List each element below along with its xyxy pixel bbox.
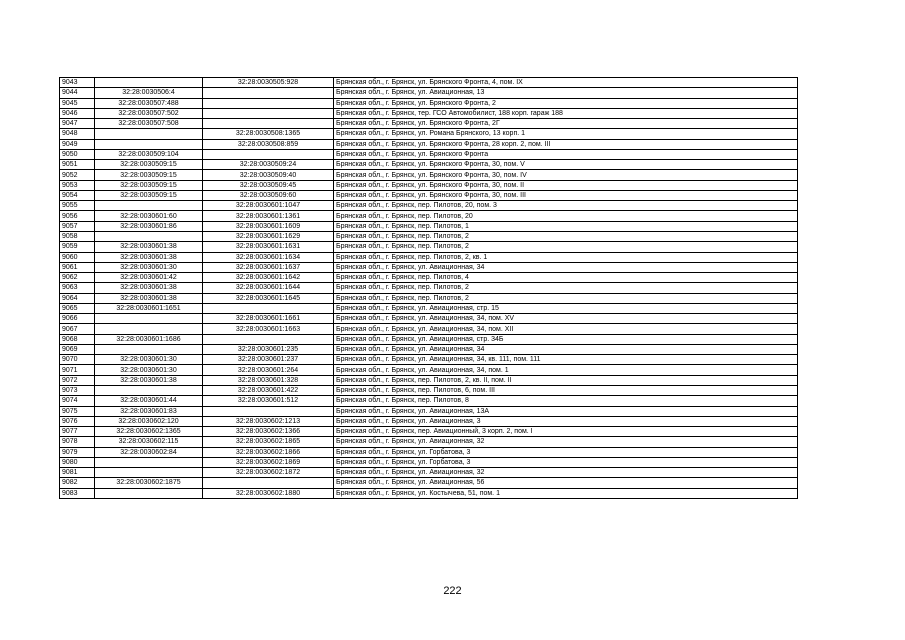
table-body xyxy=(60,78,798,499)
table-row xyxy=(60,170,798,180)
address-cell: Брянская обл., г. Брянск, ул. Авиационная, 34, пом. XII xyxy=(334,324,798,334)
address-cell: Брянская обл., г. Брянск, ул. Авиационная, 34, кв. 111, пом. 111 xyxy=(334,355,798,365)
cadastral-number-cell xyxy=(95,139,203,149)
row-number-cell: 9060 xyxy=(60,252,95,262)
address-cell: Брянская обл., г. Брянск, ул. Брянского Фронта, 30, пом. V xyxy=(334,160,798,170)
object-cadastral-number-cell: 32:28:0030601:1609 xyxy=(203,221,334,231)
cadastral-number-cell: 32:28:0030507:508 xyxy=(95,119,203,129)
row-number-cell: 9057 xyxy=(60,221,95,231)
cadastral-number-cell xyxy=(95,231,203,241)
cadastral-number-cell xyxy=(95,344,203,354)
table-row xyxy=(60,457,798,467)
cadastral-number-cell: 32:28:0030602:115 xyxy=(95,437,203,447)
object-cadastral-number-cell: 32:28:0030601:1661 xyxy=(203,314,334,324)
address-cell: Брянская обл., г. Брянск, пер. Пилотов, 2 xyxy=(334,231,798,241)
address-cell: Брянская обл., г. Брянск, ул. Авиационная, 32 xyxy=(334,437,798,447)
row-number-cell: 9046 xyxy=(60,108,95,118)
address-cell: Брянская обл., г. Брянск, пер. Пилотов, 2, кв. 1 xyxy=(334,252,798,262)
object-cadastral-number-cell xyxy=(203,406,334,416)
cadastral-number-cell: 32:28:0030509:104 xyxy=(95,149,203,159)
table-row xyxy=(60,201,798,211)
cadastral-number-cell xyxy=(95,78,203,88)
object-cadastral-number-cell xyxy=(203,108,334,118)
table-row xyxy=(60,447,798,457)
address-cell: Брянская обл., г. Брянск, ул. Авиационная, стр. 15 xyxy=(334,303,798,313)
address-cell: Брянская обл., г. Брянск, ул. Авиационная, 13А xyxy=(334,406,798,416)
object-cadastral-number-cell: 32:28:0030601:1642 xyxy=(203,273,334,283)
address-cell: Брянская обл., г. Брянск, пер. Пилотов, 2, кв. II, пом. II xyxy=(334,375,798,385)
cadastral-number-cell: 32:28:0030601:38 xyxy=(95,283,203,293)
address-cell: Брянская обл., г. Брянск, пер. Пилотов, 6, пом. III xyxy=(334,385,798,395)
address-cell: Брянская обл., г. Брянск, пер. Пилотов, 20, пом. 3 xyxy=(334,201,798,211)
object-cadastral-number-cell: 32:28:0030601:1644 xyxy=(203,283,334,293)
address-cell: Брянская обл., г. Брянск, пер. Пилотов, 8 xyxy=(334,396,798,406)
table-row xyxy=(60,139,798,149)
row-number-cell: 9072 xyxy=(60,375,95,385)
cadastral-number-cell xyxy=(95,201,203,211)
cadastral-number-cell: 32:28:0030601:30 xyxy=(95,262,203,272)
object-cadastral-number-cell: 32:28:0030602:1866 xyxy=(203,447,334,457)
row-number-cell: 9081 xyxy=(60,468,95,478)
row-number-cell: 9058 xyxy=(60,231,95,241)
row-number-cell: 9077 xyxy=(60,427,95,437)
address-cell: Брянская обл., г. Брянск, ул. Брянского Фронта, 30, пом. II xyxy=(334,180,798,190)
row-number-cell: 9044 xyxy=(60,88,95,98)
table-row xyxy=(60,365,798,375)
row-number-cell: 9059 xyxy=(60,242,95,252)
cadastral-number-cell: 32:28:0030601:30 xyxy=(95,365,203,375)
row-number-cell: 9062 xyxy=(60,273,95,283)
row-number-cell: 9045 xyxy=(60,98,95,108)
row-number-cell: 9066 xyxy=(60,314,95,324)
object-cadastral-number-cell: 32:28:0030505:928 xyxy=(203,78,334,88)
address-cell: Брянская обл., г. Брянск, ул. Брянского Фронта, 30, пом. IV xyxy=(334,170,798,180)
table-row xyxy=(60,149,798,159)
row-number-cell: 9067 xyxy=(60,324,95,334)
address-cell: Брянская обл., г. Брянск, ул. Горбатова, 3 xyxy=(334,447,798,457)
object-cadastral-number-cell xyxy=(203,149,334,159)
address-cell: Брянская обл., г. Брянск, пер. Пилотов, 20 xyxy=(334,211,798,221)
address-cell: Брянская обл., г. Брянск, ул. Брянского Фронта, 28 корп. 2, пом. III xyxy=(334,139,798,149)
row-number-cell: 9069 xyxy=(60,344,95,354)
row-number-cell: 9048 xyxy=(60,129,95,139)
row-number-cell: 9083 xyxy=(60,488,95,498)
address-cell: Брянская обл., г. Брянск, ул. Романа Брянского, 13 корп. 1 xyxy=(334,129,798,139)
cadastral-number-cell: 32:28:0030602:1875 xyxy=(95,478,203,488)
object-cadastral-number-cell: 32:28:0030602:1865 xyxy=(203,437,334,447)
object-cadastral-number-cell: 32:28:0030601:328 xyxy=(203,375,334,385)
table-row xyxy=(60,262,798,272)
cadastral-number-cell: 32:28:0030509:15 xyxy=(95,170,203,180)
object-cadastral-number-cell: 32:28:0030601:1637 xyxy=(203,262,334,272)
cadastral-number-cell: 32:28:0030507:488 xyxy=(95,98,203,108)
row-number-cell: 9076 xyxy=(60,416,95,426)
address-cell: Брянская обл., г. Брянск, пер. Пилотов, 1 xyxy=(334,221,798,231)
cadastral-number-cell: 32:28:0030601:83 xyxy=(95,406,203,416)
table-row xyxy=(60,437,798,447)
row-number-cell: 9080 xyxy=(60,457,95,467)
object-cadastral-number-cell: 32:28:0030601:1361 xyxy=(203,211,334,221)
object-cadastral-number-cell: 32:28:0030602:1366 xyxy=(203,427,334,437)
cadastral-number-cell: 32:28:0030601:1686 xyxy=(95,334,203,344)
object-cadastral-number-cell: 32:28:0030602:1872 xyxy=(203,468,334,478)
row-number-cell: 9074 xyxy=(60,396,95,406)
cadastral-number-cell: 32:28:0030506:4 xyxy=(95,88,203,98)
address-cell: Брянская обл., г. Брянск, ул. Костычева, 51, пом. 1 xyxy=(334,488,798,498)
table-row xyxy=(60,88,798,98)
object-cadastral-number-cell: 32:28:0030601:1631 xyxy=(203,242,334,252)
object-cadastral-number-cell: 32:28:0030509:45 xyxy=(203,180,334,190)
cadastral-number-cell: 32:28:0030602:84 xyxy=(95,447,203,457)
table-row xyxy=(60,108,798,118)
table-row xyxy=(60,180,798,190)
cadastral-number-cell: 32:28:0030601:38 xyxy=(95,293,203,303)
address-cell: Брянская обл., г. Брянск, ул. Авиационная, 3 xyxy=(334,416,798,426)
address-cell: Брянская обл., г. Брянск, тер. ГСО Автомобилист, 188 корп. гараж 188 xyxy=(334,108,798,118)
row-number-cell: 9079 xyxy=(60,447,95,457)
row-number-cell: 9082 xyxy=(60,478,95,488)
address-cell: Брянская обл., г. Брянск, ул. Брянского Фронта, 2 xyxy=(334,98,798,108)
address-cell: Брянская обл., г. Брянск, пер. Пилотов, 4 xyxy=(334,273,798,283)
cadastral-number-cell: 32:28:0030509:15 xyxy=(95,190,203,200)
row-number-cell: 9061 xyxy=(60,262,95,272)
cadastral-number-cell: 32:28:0030601:30 xyxy=(95,355,203,365)
table-row xyxy=(60,324,798,334)
object-cadastral-number-cell xyxy=(203,478,334,488)
cadastral-number-cell: 32:28:0030601:38 xyxy=(95,242,203,252)
cadastral-number-cell: 32:28:0030601:38 xyxy=(95,252,203,262)
table-row xyxy=(60,98,798,108)
row-number-cell: 9065 xyxy=(60,303,95,313)
cadastral-number-cell: 32:28:0030601:86 xyxy=(95,221,203,231)
row-number-cell: 9053 xyxy=(60,180,95,190)
row-number-cell: 9055 xyxy=(60,201,95,211)
object-cadastral-number-cell xyxy=(203,119,334,129)
page-number: 222 xyxy=(443,585,462,597)
object-cadastral-number-cell: 32:28:0030601:1047 xyxy=(203,201,334,211)
address-cell: Брянская обл., г. Брянск, пер. Авиационный, 3 корп. 2, пом. I xyxy=(334,427,798,437)
row-number-cell: 9056 xyxy=(60,211,95,221)
table-row xyxy=(60,283,798,293)
table-row xyxy=(60,129,798,139)
object-cadastral-number-cell xyxy=(203,303,334,313)
address-cell: Брянская обл., г. Брянск, ул. Авиационная, 34 xyxy=(334,262,798,272)
object-cadastral-number-cell: 32:28:0030602:1880 xyxy=(203,488,334,498)
table-row xyxy=(60,190,798,200)
address-cell: Брянская обл., г. Брянск, ул. Авиационная, 13 xyxy=(334,88,798,98)
row-number-cell: 9049 xyxy=(60,139,95,149)
row-number-cell: 9043 xyxy=(60,78,95,88)
table-row xyxy=(60,355,798,365)
cadastral-number-cell: 32:28:0030507:502 xyxy=(95,108,203,118)
row-number-cell: 9075 xyxy=(60,406,95,416)
address-cell: Брянская обл., г. Брянск, пер. Пилотов, 2 xyxy=(334,293,798,303)
table-row xyxy=(60,416,798,426)
table-row xyxy=(60,468,798,478)
address-cell: Брянская обл., г. Брянск, ул. Горбатова, 3 xyxy=(334,457,798,467)
table-row xyxy=(60,293,798,303)
cadastral-number-cell: 32:28:0030509:15 xyxy=(95,160,203,170)
table-row xyxy=(60,375,798,385)
object-cadastral-number-cell: 32:28:0030601:1629 xyxy=(203,231,334,241)
address-cell: Брянская обл., г. Брянск, ул. Авиационная, стр. 34Б xyxy=(334,334,798,344)
address-cell: Брянская обл., г. Брянск, ул. Брянского Фронта, 4, пом. IX xyxy=(334,78,798,88)
table-row xyxy=(60,273,798,283)
table-row xyxy=(60,396,798,406)
table-row xyxy=(60,221,798,231)
cadastral-number-cell: 32:28:0030601:42 xyxy=(95,273,203,283)
table-row xyxy=(60,314,798,324)
cadastral-table xyxy=(59,77,798,499)
cadastral-number-cell: 32:28:0030509:15 xyxy=(95,180,203,190)
object-cadastral-number-cell: 32:28:0030601:422 xyxy=(203,385,334,395)
cadastral-number-cell: 32:28:0030601:44 xyxy=(95,396,203,406)
object-cadastral-number-cell: 32:28:0030601:264 xyxy=(203,365,334,375)
object-cadastral-number-cell: 32:28:0030601:1645 xyxy=(203,293,334,303)
table-row xyxy=(60,344,798,354)
object-cadastral-number-cell: 32:28:0030601:235 xyxy=(203,344,334,354)
cadastral-number-cell xyxy=(95,129,203,139)
table-row xyxy=(60,385,798,395)
object-cadastral-number-cell xyxy=(203,98,334,108)
address-cell: Брянская обл., г. Брянск, ул. Авиационная, 34, пом. 1 xyxy=(334,365,798,375)
cadastral-number-cell xyxy=(95,314,203,324)
object-cadastral-number-cell: 32:28:0030602:1869 xyxy=(203,457,334,467)
table-row xyxy=(60,160,798,170)
cadastral-number-cell xyxy=(95,385,203,395)
address-cell: Брянская обл., г. Брянск, ул. Авиационная, 34 xyxy=(334,344,798,354)
object-cadastral-number-cell: 32:28:0030601:512 xyxy=(203,396,334,406)
table-row xyxy=(60,303,798,313)
object-cadastral-number-cell: 32:28:0030508:1365 xyxy=(203,129,334,139)
table-row xyxy=(60,211,798,221)
address-cell: Брянская обл., г. Брянск, ул. Брянского Фронта, 2Г xyxy=(334,119,798,129)
address-cell: Брянская обл., г. Брянск, пер. Пилотов, 2 xyxy=(334,242,798,252)
object-cadastral-number-cell xyxy=(203,334,334,344)
row-number-cell: 9071 xyxy=(60,365,95,375)
object-cadastral-number-cell: 32:28:0030509:24 xyxy=(203,160,334,170)
object-cadastral-number-cell: 32:28:0030508:859 xyxy=(203,139,334,149)
table-row xyxy=(60,252,798,262)
row-number-cell: 9054 xyxy=(60,190,95,200)
object-cadastral-number-cell: 32:28:0030602:1213 xyxy=(203,416,334,426)
table-row xyxy=(60,406,798,416)
object-cadastral-number-cell: 32:28:0030509:60 xyxy=(203,190,334,200)
cadastral-number-cell: 32:28:0030601:1651 xyxy=(95,303,203,313)
table-row xyxy=(60,231,798,241)
cadastral-number-cell xyxy=(95,457,203,467)
table-row xyxy=(60,119,798,129)
object-cadastral-number-cell: 32:28:0030509:40 xyxy=(203,170,334,180)
address-cell: Брянская обл., г. Брянск, пер. Пилотов, 2 xyxy=(334,283,798,293)
row-number-cell: 9047 xyxy=(60,119,95,129)
row-number-cell: 9068 xyxy=(60,334,95,344)
row-number-cell: 9063 xyxy=(60,283,95,293)
cadastral-number-cell: 32:28:0030602:120 xyxy=(95,416,203,426)
table-row xyxy=(60,334,798,344)
cadastral-number-cell: 32:28:0030602:1365 xyxy=(95,427,203,437)
address-cell: Брянская обл., г. Брянск, ул. Авиационная, 56 xyxy=(334,478,798,488)
address-cell: Брянская обл., г. Брянск, ул. Авиационная, 32 xyxy=(334,468,798,478)
cadastral-number-cell xyxy=(95,324,203,334)
table-row xyxy=(60,78,798,88)
row-number-cell: 9051 xyxy=(60,160,95,170)
row-number-cell: 9064 xyxy=(60,293,95,303)
table-row xyxy=(60,427,798,437)
cadastral-number-cell: 32:28:0030601:60 xyxy=(95,211,203,221)
row-number-cell: 9078 xyxy=(60,437,95,447)
table-row xyxy=(60,242,798,252)
row-number-cell: 9070 xyxy=(60,355,95,365)
cadastral-number-cell xyxy=(95,488,203,498)
row-number-cell: 9052 xyxy=(60,170,95,180)
object-cadastral-number-cell: 32:28:0030601:1663 xyxy=(203,324,334,334)
address-cell: Брянская обл., г. Брянск, ул. Брянского Фронта, 30, пом. III xyxy=(334,190,798,200)
address-cell: Брянская обл., г. Брянск, ул. Брянского Фронта xyxy=(334,149,798,159)
object-cadastral-number-cell: 32:28:0030601:237 xyxy=(203,355,334,365)
table-row xyxy=(60,478,798,488)
table-row xyxy=(60,488,798,498)
row-number-cell: 9073 xyxy=(60,385,95,395)
object-cadastral-number-cell xyxy=(203,88,334,98)
object-cadastral-number-cell: 32:28:0030601:1634 xyxy=(203,252,334,262)
cadastral-number-cell: 32:28:0030601:38 xyxy=(95,375,203,385)
address-cell: Брянская обл., г. Брянск, ул. Авиационная, 34, пом. XV xyxy=(334,314,798,324)
row-number-cell: 9050 xyxy=(60,149,95,159)
cadastral-number-cell xyxy=(95,468,203,478)
